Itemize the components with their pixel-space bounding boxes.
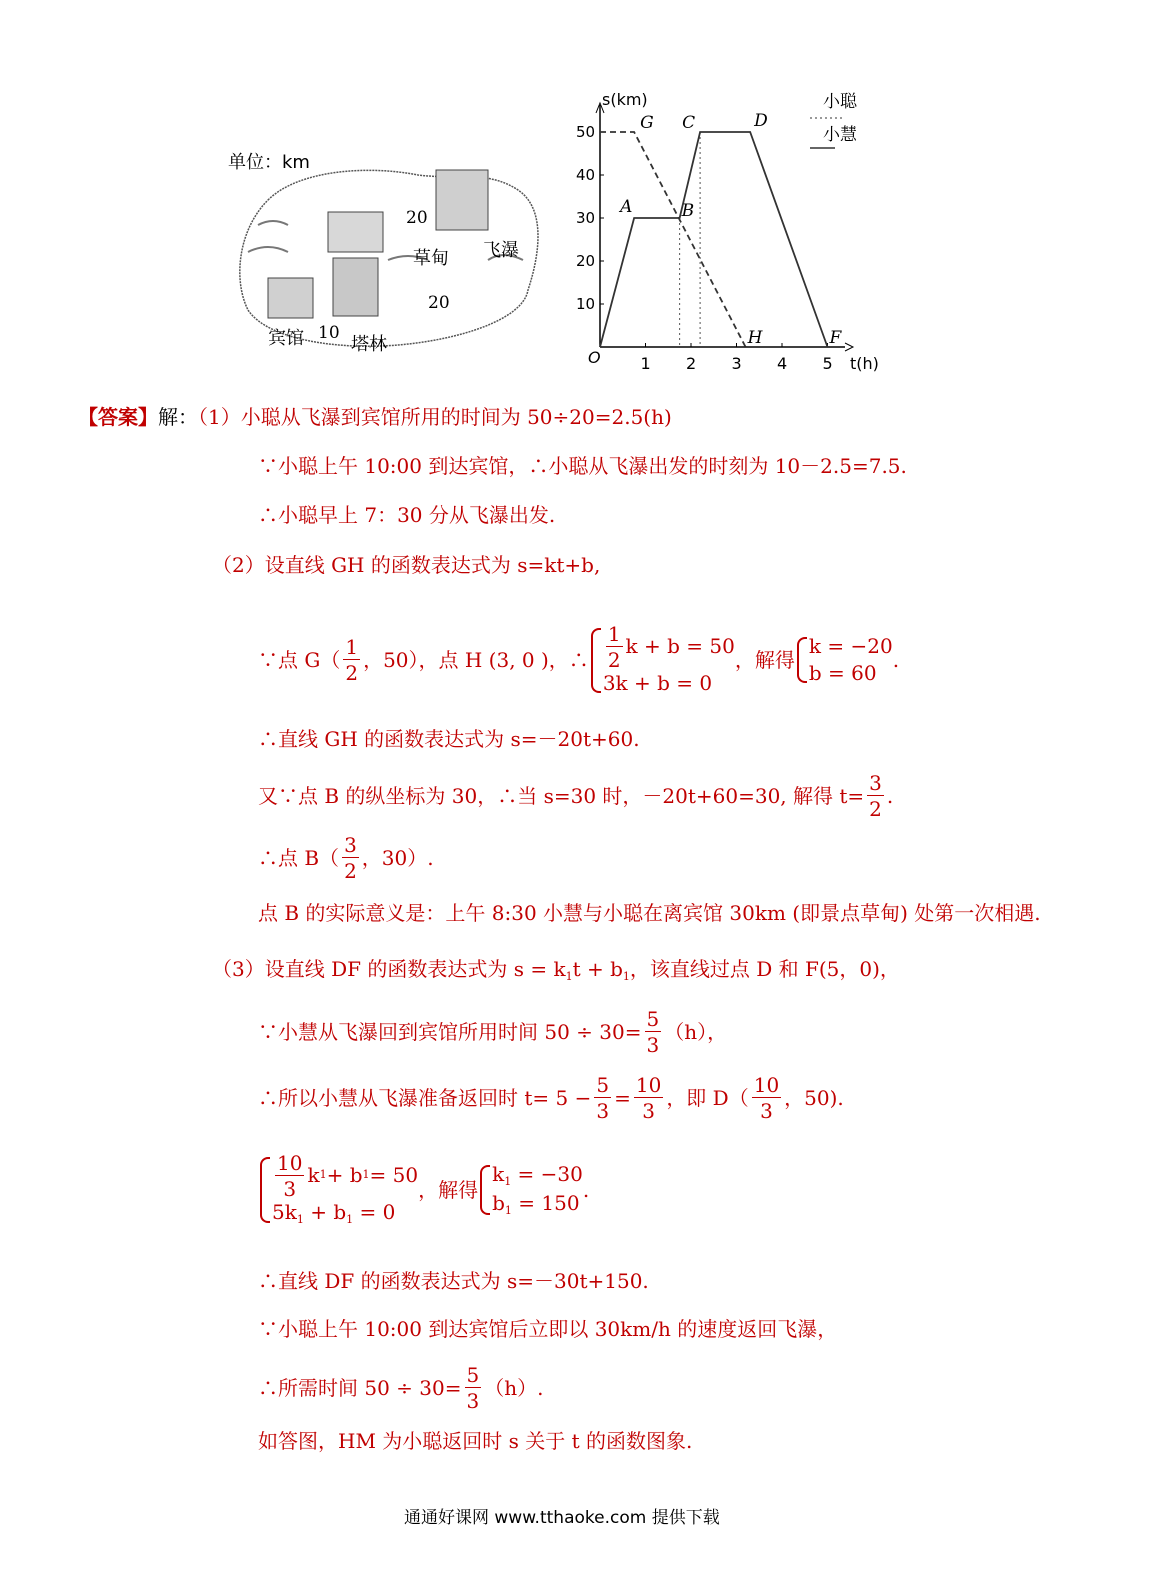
- equation-system-1: [589, 621, 735, 697]
- sys1-row1: k + b = 50: [625, 634, 735, 658]
- map-label-feipu: 飞瀑: [483, 240, 519, 261]
- frac-den: 2: [869, 797, 882, 821]
- solution-system-2: [478, 1161, 583, 1219]
- sol2-k: k: [492, 1162, 505, 1187]
- p2-g-prefix: ∵点 G（: [258, 648, 341, 672]
- x-tick-label-2: 2: [686, 354, 697, 373]
- part3-line8: 如答图，HM 为小聪返回时 s 关于 t 的函数图象.: [258, 1429, 693, 1453]
- sub-1: 1: [504, 1175, 512, 1189]
- part2-line4: 又∵点 B 的纵坐标为 30，∴当 s=30 时，－20t+60=30, 解得 t= $\frac{3}{2}$ .: [258, 771, 894, 821]
- map-label-caodian: 草甸: [413, 248, 449, 269]
- part3-line5: ∴直线 DF 的函数表达式为 s=－30t+150.: [258, 1269, 649, 1293]
- map-unit-text: 单位：km: [228, 152, 310, 173]
- answer-tag: 【答案】: [78, 405, 158, 429]
- frac-num: 1: [345, 635, 359, 659]
- x-tick-label-3: 3: [731, 354, 742, 373]
- frac-num: 5: [646, 1007, 660, 1031]
- p3-l1-a: （3）设直线 DF 的函数表达式为 s = k: [212, 957, 566, 981]
- frac-den: 3: [466, 1389, 480, 1413]
- x-tick-label-1: 1: [640, 354, 651, 373]
- sub-1: 1: [296, 1212, 304, 1226]
- scenic-map: [228, 140, 558, 360]
- p3-l3-b: ，即 D（: [666, 1086, 749, 1110]
- point-label-A: A: [620, 197, 633, 217]
- part2-line2: ∵点 G（ $\frac{1}{2}$ ，50），点 H (3, 0 )，∴ $\frac{1}{2}$ k + b = 50 3k + b = 0 ，解得 k = −20 b = 60 .: [258, 621, 900, 695]
- y-tick-label-40: 40: [576, 166, 596, 184]
- distance-time-chart: [570, 85, 900, 385]
- p3-l2-a: ∵小慧从飞瀑回到宾馆所用时间 50 ÷ 30=: [258, 1020, 642, 1044]
- p3-l1-c: ，该直线过点 D 和 F(5，0)，: [629, 957, 900, 981]
- frac-den: 2: [607, 647, 621, 672]
- y-tick-label-10: 10: [576, 295, 596, 313]
- map-distance-caodian-feipu: 20: [406, 208, 428, 228]
- point-label-D: D: [754, 111, 768, 131]
- part2-line6: 点 B 的实际意义是：上午 8:30 小慧与小聪在离宾馆 30km (即景点草甸) 处第一次相遇.: [258, 901, 1041, 925]
- sub-1: 1: [362, 1168, 370, 1182]
- y-tick-label-50: 50: [576, 123, 596, 141]
- solution-system-1: [795, 633, 893, 687]
- part3-line7: [258, 1356, 543, 1420]
- part1-line1: （1）小聪从飞瀑到宾馆所用的时间为 50÷20=2.5(h): [198, 405, 672, 429]
- frac-den: 3: [283, 1176, 297, 1201]
- sub-1: 1: [319, 1168, 327, 1182]
- sys2-k: k: [307, 1163, 320, 1188]
- sol1-row2: b = 60: [808, 661, 877, 685]
- fraction-five-thirds: [645, 1009, 662, 1055]
- legend-dotted-label: 小聪: [823, 92, 857, 112]
- p3-l3-a: ∴所以小慧从飞瀑准备返回时 t= 5 −: [258, 1086, 592, 1110]
- frac-num: 5: [596, 1073, 610, 1097]
- sol2-k-val: = −30: [511, 1162, 583, 1187]
- part3-line2: [258, 1000, 727, 1064]
- point-label-G: G: [640, 113, 654, 133]
- series-dashed: [600, 132, 746, 347]
- sys2-r2-eq: = 0: [353, 1199, 396, 1224]
- p3-l2-b: （h），: [664, 1020, 728, 1044]
- frac-num: 3: [869, 771, 882, 795]
- answer-header: [78, 404, 672, 430]
- origin-label: O: [588, 348, 601, 367]
- frac-num: 5: [466, 1363, 480, 1387]
- x-axis-arrow: [845, 343, 853, 351]
- sub-1: 1: [346, 1212, 354, 1226]
- frac-den: 3: [642, 1099, 655, 1123]
- sys2-r2-k: 5k: [272, 1199, 297, 1224]
- part1-line2: ∵小聪上午 10:00 到达宾馆，∴小聪从飞瀑出发的时刻为 10－2.5=7.5.: [258, 454, 907, 478]
- frac-den: 3: [760, 1099, 773, 1123]
- part2-line1: （2）设直线 GH 的函数表达式为 s=kt+b,: [212, 553, 601, 577]
- frac-den: 3: [646, 1033, 660, 1057]
- part3-line3: ∴所以小慧从飞瀑准备返回时 t= 5 − $\frac{5}{3}$ = $\frac{10}{3}$ ，即 D（ $\frac{10}{3}$ ，50).: [258, 1073, 844, 1123]
- frac-den: 2: [345, 661, 359, 685]
- part2-line5: [258, 830, 434, 886]
- sys2-r2-b: + b: [303, 1199, 347, 1224]
- fraction-three-halves-b: [342, 835, 359, 881]
- sub-1: 1: [622, 970, 630, 983]
- y-axis-label: s(km): [602, 90, 648, 109]
- map-label-binguan: 宾馆: [268, 328, 304, 349]
- part3-line6: ∵小聪上午 10:00 到达宾馆后立即以 30km/h 的速度返回飞瀑，: [258, 1317, 838, 1341]
- sub-1: 1: [504, 1204, 512, 1217]
- p3-l7-a: ∴所需时间 50 ÷ 30=: [258, 1376, 462, 1400]
- point-label-H: H: [747, 328, 763, 348]
- sub-1: 1: [565, 970, 573, 983]
- part3-line4: $\frac{10}{3}$ k 1 + b 1 = 50 $5k_1 + b_1 = 0$ ，解得 $k_1 = -30$ $b_1 = 150$ .: [258, 1140, 589, 1240]
- p3-l7-b: （h）.: [484, 1376, 544, 1400]
- x-axis-label: t(h): [850, 354, 879, 373]
- answer-jie: 解：: [158, 405, 198, 429]
- p3-l1-b: t + b: [572, 957, 623, 981]
- p2-jiede: ，解得: [734, 648, 795, 672]
- x-tick-label-4: 4: [777, 354, 788, 373]
- sys2-eq: = 50: [369, 1163, 419, 1188]
- sys1-row2: 3k + b = 0: [602, 670, 713, 695]
- p2-line4-text: 又∵点 B 的纵坐标为 30，∴当 s=30 时，－20t+60=30, 解得 t=: [258, 784, 865, 808]
- y-tick-label-30: 30: [576, 209, 596, 227]
- frac-num: 10: [277, 1150, 303, 1175]
- point-label-B: B: [681, 201, 695, 221]
- frac-num: 3: [344, 833, 357, 857]
- part3-line1: [212, 956, 900, 990]
- fraction-three-halves: [867, 773, 884, 819]
- sys2-b: + b: [326, 1163, 363, 1188]
- frac-den: 3: [596, 1099, 610, 1123]
- fraction-one-half: [343, 637, 360, 683]
- sol2-b: b: [492, 1191, 505, 1215]
- equation-system-2: [258, 1150, 419, 1228]
- frac-num: 10: [635, 1073, 662, 1097]
- fraction-five-thirds-b: [594, 1075, 611, 1121]
- part2-line3: ∴直线 GH 的函数表达式为 s=－20t+60.: [258, 727, 640, 751]
- sol2-b-val: = 150: [511, 1191, 580, 1215]
- fraction-five-thirds-c: [465, 1365, 482, 1411]
- part1-line3: ∴小聪早上 7：30 分从飞瀑出发.: [258, 503, 556, 527]
- sol1-row1: k = −20: [808, 634, 893, 658]
- map-label-talin: 塔林: [351, 334, 387, 355]
- map-distance-binguan-talin: 10: [318, 323, 340, 343]
- p3-jiede: ，解得: [418, 1178, 479, 1202]
- frac-num: 1: [607, 621, 621, 646]
- p2-g-middle: ，50），点 H (3, 0 )，∴: [363, 648, 589, 672]
- legend-solid-label: 小慧: [823, 125, 857, 145]
- p3-l3-c: ，50).: [784, 1086, 844, 1110]
- frac-den: 2: [344, 859, 357, 883]
- y-tick-label-20: 20: [576, 252, 596, 270]
- series-solid: [600, 132, 828, 347]
- x-tick-label-5: 5: [822, 354, 833, 373]
- footer-text: 通通好课网 www.tthaoke.com 提供下载: [404, 1508, 720, 1528]
- p2-line5-suffix: ，30）.: [361, 846, 434, 870]
- point-label-F: F: [829, 328, 842, 348]
- chart-svg: [570, 85, 900, 385]
- frac-num: 10: [753, 1073, 780, 1097]
- fraction-ten-thirds-b: [752, 1075, 781, 1121]
- fraction-ten-thirds: [634, 1075, 663, 1121]
- map-distance-caodian-talin: 20: [428, 293, 450, 313]
- point-label-C: C: [682, 113, 696, 133]
- p2-line5-prefix: ∴点 B（: [258, 846, 340, 870]
